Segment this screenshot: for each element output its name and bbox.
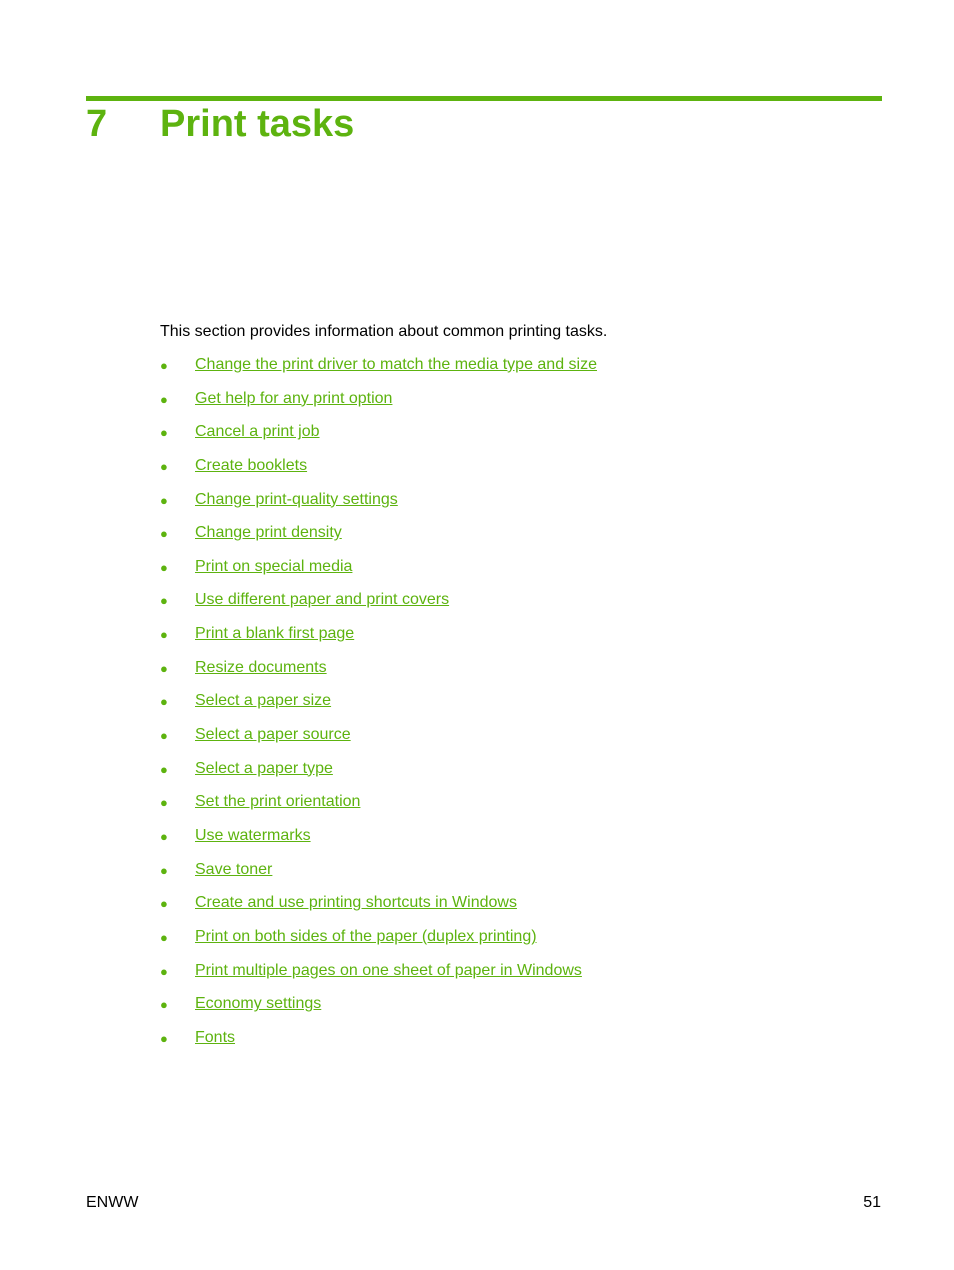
list-item [160,792,597,826]
task-link[interactable]: Cancel a print job [195,423,320,441]
bullet-icon: ● [160,559,168,575]
task-link[interactable]: Print a blank first page [195,625,355,643]
task-link[interactable]: Change print density [195,524,342,542]
bullet-icon: ● [160,694,168,710]
task-link[interactable]: Change the print driver to match the media type and size [195,356,597,373]
list-item [160,389,597,423]
list-item [160,523,597,557]
list-item [160,994,597,1028]
bullet-icon: ● [160,593,168,609]
page-number: 51 [863,1194,881,1211]
bullet-icon: ● [160,425,168,441]
bullet-icon: ● [160,761,168,777]
bullet-icon: ● [160,828,168,844]
bullet-icon: ● [160,795,168,811]
task-link[interactable]: Get help for any print option [195,389,393,407]
list-item [160,927,597,961]
task-link[interactable]: Create and use printing shortcuts in Windows [195,894,517,912]
task-link[interactable]: Use watermarks [195,826,311,844]
bullet-icon: ● [160,929,168,945]
list-item [160,658,597,692]
page-title: Print tasks [160,103,355,145]
task-link[interactable]: Save toner [195,860,273,878]
task-link[interactable]: Fonts [195,1028,236,1046]
bullet-icon: ● [160,627,168,643]
task-link[interactable]: Create booklets [195,456,308,474]
list-item [160,422,597,456]
bullet-icon: ● [160,358,168,373]
bullet-icon: ● [160,391,168,407]
bullet-icon: ● [160,862,168,878]
list-item [160,961,597,995]
list-item [160,557,597,591]
task-link[interactable]: Print multiple pages on one sheet of paper in Windows [195,961,582,979]
list-item [160,355,597,389]
task-link[interactable]: Economy settings [195,995,322,1013]
task-link[interactable]: Use different paper and print covers [195,591,450,609]
bullet-icon: ● [160,728,168,744]
bullet-icon: ● [160,896,168,912]
task-link[interactable]: Change print-quality settings [195,490,398,508]
bullet-icon: ● [160,526,168,542]
bullet-icon: ● [160,458,168,474]
task-link-list [160,355,597,1061]
task-link[interactable]: Select a paper source [195,726,351,744]
list-item [160,456,597,490]
task-link[interactable]: Resize documents [195,658,327,676]
bullet-icon: ● [160,1030,168,1046]
bullet-icon: ● [160,492,168,508]
bullet-icon: ● [160,660,168,676]
bullet-icon: ● [160,997,168,1013]
task-link[interactable]: Select a paper size [195,692,332,710]
bullet-icon: ● [160,963,168,979]
list-item [160,893,597,927]
list-item [160,725,597,759]
footer-label: ENWW [86,1194,139,1211]
task-link[interactable]: Print on special media [195,557,353,575]
task-link[interactable]: Select a paper type [195,759,333,777]
list-item [160,490,597,524]
task-link[interactable]: Print on both sides of the paper (duplex printing) [195,927,537,945]
chapter-number: 7 [86,103,108,145]
list-item [160,759,597,793]
list-item [160,860,597,894]
list-item [160,691,597,725]
list-item [160,590,597,624]
list-item [160,624,597,658]
list-item [160,826,597,860]
task-link[interactable]: Set the print orientation [195,793,361,811]
intro-text: This section provides information about common printing tasks. [160,323,608,340]
list-item [160,1028,597,1062]
